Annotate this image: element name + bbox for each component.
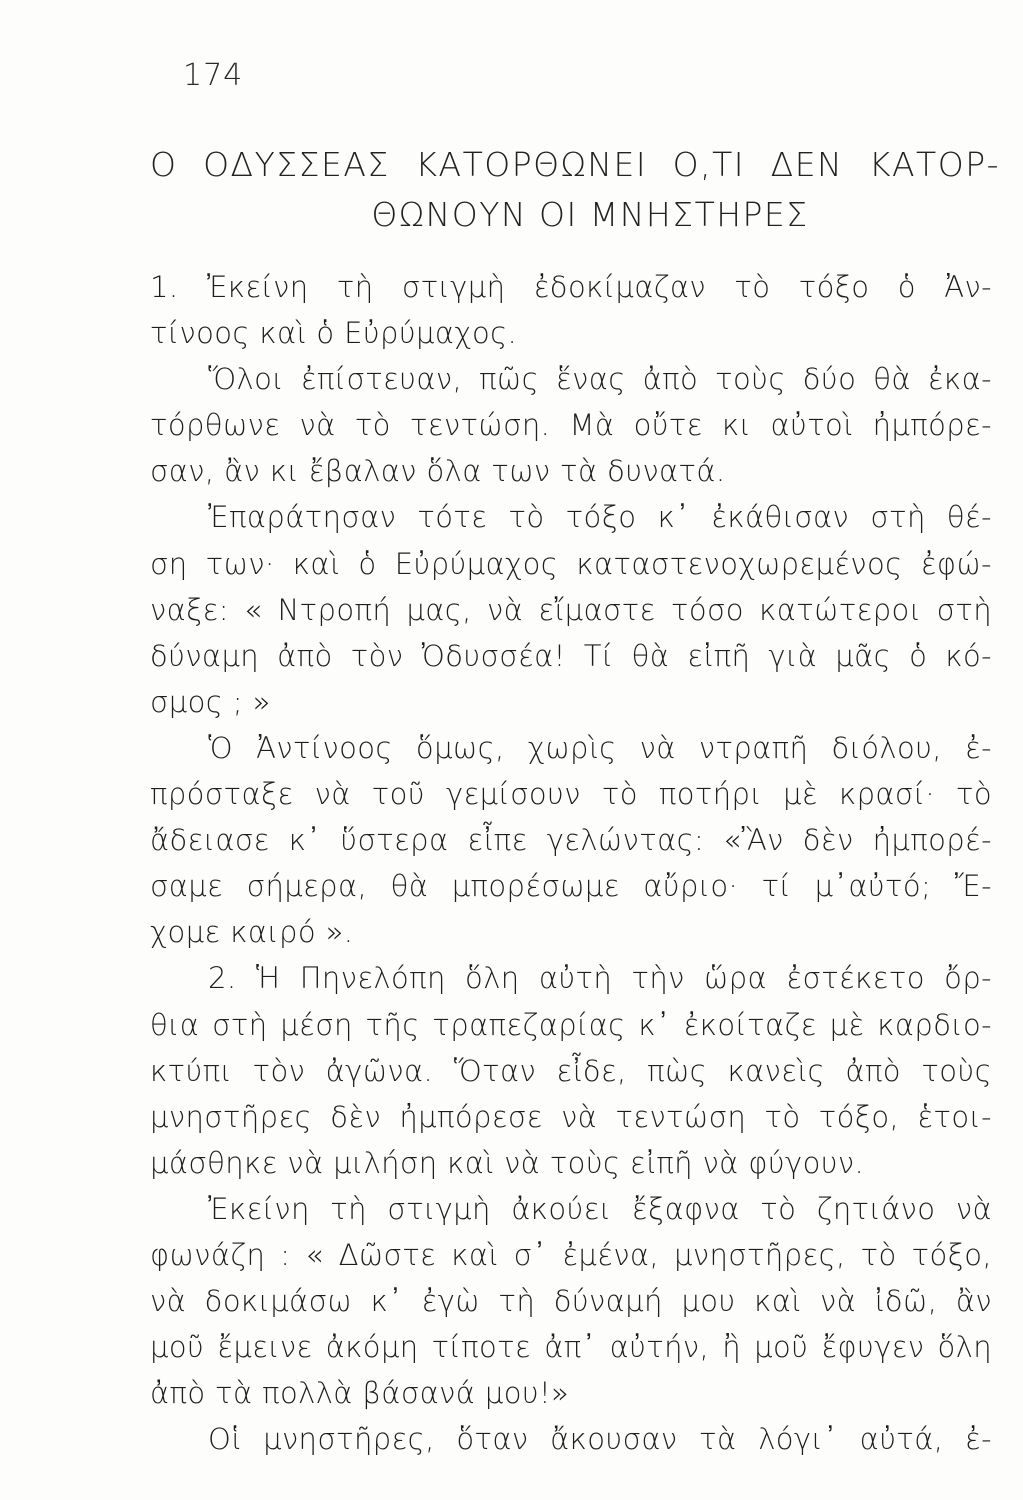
- text-line: θια στὴ μέση τῆς τραπεζαρίας κ᾿ ἐκοίταζε μὲ καρδιο-: [150, 1007, 992, 1042]
- text-line: μνηστῆρες δὲν ἠμπόρεσε νὰ τεντώση τὸ τόξο, ἑτοι-: [150, 1099, 992, 1134]
- text-line: ἀπὸ τὰ πολλὰ βάσανά μου!»: [150, 1376, 570, 1411]
- title-line: Ο ΟΔΥΣΣΕΑΣ ΚΑΤΟΡΘΩΝΕΙ Ο,ΤΙ ΔΕΝ ΚΑΤΟΡ-: [150, 145, 1000, 184]
- text-line: Ὁ Ἀντίνοος ὅμως, χωρὶς νὰ ντραπῆ διόλου, ἐ-: [208, 730, 992, 765]
- page-number: 174: [183, 58, 244, 93]
- text-line: νὰ δοκιμάσω κ᾿ ἐγὼ τὴ δύναμή μου καὶ νὰ ἰδῶ, ἂν: [150, 1284, 992, 1319]
- text-line: σαμε σήμερα, θὰ μπορέσωμε αὔριο· τί μ᾿αὐτό; Ἔ-: [150, 869, 992, 904]
- text-line: δύναμη ἀπὸ τὸν Ὀδυσσέα! Τί θὰ εἰπῆ γιὰ μᾶς ὁ κό-: [150, 638, 992, 673]
- text-line: τίνοος καὶ ὁ Εὐρύμαχος.: [150, 316, 518, 351]
- text-line: μάσθηκε νὰ μιλήση καὶ νὰ τοὺς εἰπῆ νὰ φύγουν.: [150, 1145, 865, 1180]
- text-line: ναξε: « Ντροπή μας, νὰ εἴμαστε τόσο κατώτεροι στὴ: [150, 592, 992, 627]
- text-line: σαν, ἂν κι ἔβαλαν ὅλα των τὰ δυνατά.: [150, 454, 726, 489]
- text-line: κτύπι τὸν ἀγῶνα. Ὅταν εἶδε, πὼς κανεὶς ἀπὸ τοὺς: [150, 1053, 992, 1088]
- text-line: πρόσταξε νὰ τοῦ γεμίσουν τὸ ποτήρι μὲ κρασί· τὸ: [150, 777, 992, 812]
- text-line: τόρθωνε νὰ τὸ τεντώση. Μὰ οὔτε κι αὐτοὶ ἠμπόρε-: [150, 408, 992, 443]
- text-line: φωνάζη : « Δῶστε καὶ σ᾿ ἐμένα, μνηστῆρες, τὸ τόξο,: [150, 1237, 992, 1272]
- text-line: ση των· καὶ ὁ Εὐρύμαχος καταστενοχωρεμένος ἐφώ-: [150, 546, 992, 581]
- text-line: ἄδειασε κ᾿ ὕστερα εἶπε γελώντας: «Ἂν δὲν ἠμπορέ-: [150, 823, 992, 858]
- chapter-title: [150, 140, 1000, 240]
- text-line: μοῦ ἔμεινε ἀκόμη τίποτε ἀπ᾿ αὐτήν, ἢ μοῦ ἔφυγεν ὅλη: [150, 1330, 992, 1365]
- title-line: ΘΩΝΟΥΝ ΟΙ ΜΝΗΣΤΗΡΕΣ: [371, 195, 809, 234]
- text-line: Ἐκείνη τὴ στιγμὴ ἀκούει ἔξαφνα τὸ ζητιάνο νὰ: [208, 1191, 992, 1226]
- text-line: Οἱ μνηστῆρες, ὅταν ἄκουσαν τὰ λόγι᾿ αὐτά, ἐ-: [208, 1422, 992, 1457]
- text-line: σμος ; »: [150, 684, 271, 719]
- text-line: Ὅλοι ἐπίστευαν, πῶς ἕνας ἀπὸ τοὺς δύο θὰ ἐκα-: [208, 362, 992, 397]
- text-line: χομε καιρό ».: [150, 915, 354, 950]
- body-text: [150, 264, 992, 1462]
- text-line: Ἐπαράτησαν τότε τὸ τόξο κ᾿ ἐκάθισαν στὴ θέ-: [208, 500, 992, 535]
- text-line: 1. Ἐκείνη τὴ στιγμὴ ἐδοκίμαζαν τὸ τόξο ὁ Ἀν-: [150, 270, 992, 304]
- text-line: 2. Ἡ Πηνελόπη ὅλη αὐτὴ τὴν ὥρα ἐστέκετο ὄρ-: [208, 961, 992, 996]
